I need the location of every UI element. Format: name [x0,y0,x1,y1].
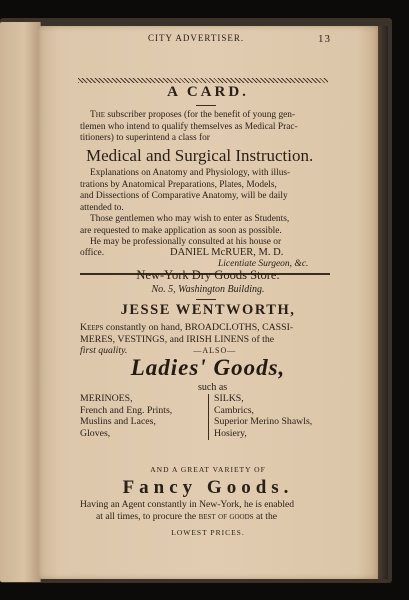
list-item: Muslins and Laces, [80,416,156,427]
column-divider [208,394,209,440]
list-item: Superior Merino Shawls, [214,416,313,427]
list-item: Gloves, [80,427,111,439]
card-credential: Licentiate Surgeon, &c. [218,259,309,269]
card-paragraph-3: Those gentlemen who may wish to enter as Students, are requested to make application as soon as possible. [80,214,290,236]
card-signature: DANIEL McRUER, M. D. [170,247,284,258]
card-paragraph-1: The subscriber proposes (for the benefit of young gen- tlemen who intend to qualify themselves as Medical Prac- titioners) to superintend a class for [80,110,298,143]
ornamental-border [78,78,328,83]
running-title: CITY ADVERTISER. [148,33,245,43]
list-item: MERINOES, [80,393,133,404]
address-rule [196,299,216,300]
course-heading: Medical and Surgical Instruction. [86,146,314,165]
page-edge-shadow [378,26,388,579]
goods-list-right [214,393,312,439]
page-number: 13 [318,33,331,45]
proprietor-name: JESSE WENTWORTH, [120,302,296,318]
list-item: French and Eng. Prints, [80,404,173,416]
ladies-goods-heading: Ladies' Goods, [130,355,286,380]
list-item: Cambrics, [214,404,254,416]
title-rule [196,105,216,106]
card-title: A CARD. [167,84,249,100]
book-page [38,26,378,579]
lowest-prices: LOWEST PRICES. [171,528,245,537]
variety-line: AND A GREAT VARIETY OF [150,465,266,474]
fancy-goods-heading: Fancy Goods. [122,477,294,498]
card-paragraph-4: He may be professionally consulted at his house or [90,237,282,247]
store-address: No. 5, Washington Building. [151,284,265,295]
agent-paragraph: Having an Agent constantly in New-York, he is enabled at all times, to procure the best of goods at the [80,499,295,522]
list-item: Hosiery, [214,427,247,439]
card-office-text: office. [80,248,105,258]
goods-list-left [80,393,172,439]
store-inventory-paragraph: Keeps constantly on hand, BROADCLOTHS, CASSI- MERES, VESTINGS, and IRISH LINENS of the first quality. —ALSO— [80,322,294,356]
store-name: New-York Dry Goods Store. [136,268,280,282]
such-as-text: such as [198,382,228,393]
list-item: SILKS, [214,393,244,404]
card-paragraph-2: Explanations on Anatomy and Physiology, with illus- trations by Anatomical Preparations, Plates, Models, and Dissections of Comparative Anatomy, will be daily attended to. [80,168,291,213]
previous-page-edge [0,22,41,582]
